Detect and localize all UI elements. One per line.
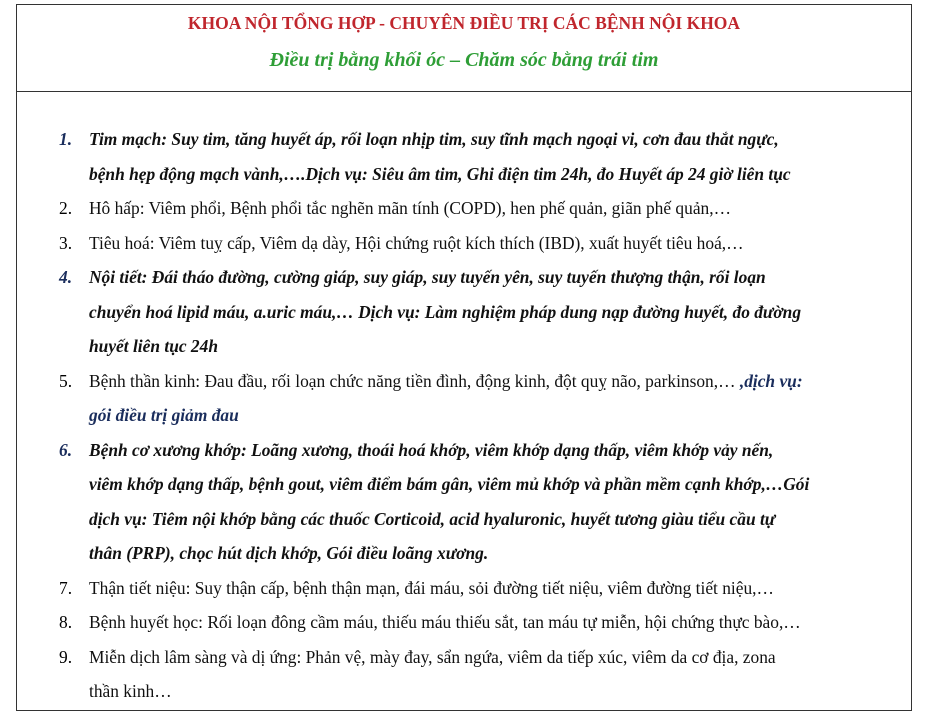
item-text [89,226,901,261]
item-text [89,191,901,226]
item-line: thần kinh… [89,681,172,701]
item-text [89,260,901,364]
item-number: 2. [59,198,73,218]
list-item-neurology [17,364,911,433]
item-text [89,122,901,191]
list-item-musculoskeletal [17,433,911,571]
item-line: huyết liên tục 24h [89,336,218,356]
list-item-immunology [17,640,911,709]
item-number: 8. [59,612,73,632]
item-number: 1. [59,129,73,149]
item-line: Bệnh thần kinh: Đau đầu, rối loạn chức năng tiền đình, động kinh, đột quỵ não, parkinson,… [89,370,740,391]
item-number: 6. [59,439,73,460]
item-text [89,571,901,606]
item-number: 4. [59,267,73,287]
item-line: bệnh hẹp động mạch vành,….Dịch vụ: Siêu âm tim, Ghi điện tim 24h, đo Huyết áp 24 giờ liên tục [89,163,791,184]
list-item-respiratory [17,191,911,226]
item-line: Miễn dịch lâm sàng và dị ứng: Phản vệ, mày đay, sẩn ngứa, viêm da tiếp xúc, viêm da cơ địa, zona [89,646,776,667]
service-list [17,122,911,709]
item-number: 5. [59,370,73,391]
list-item-cardiology [17,122,911,191]
item-line: Tim mạch: Suy tim, tăng huyết áp, rối loạn nhịp tim, suy tĩnh mạch ngoại vi, cơn đau thắt ngực, [89,129,779,149]
list-item-digestive [17,226,911,261]
item-line: chuyển hoá lipid máu, a.uric máu,… Dịch vụ: Làm nghiệm pháp dung nạp đường huyết, đo đường [89,301,802,322]
item-line: Bệnh huyết học: Rối loạn đông cầm máu, thiếu máu thiếu sắt, tan máu tự miễn, hội chứng thực bào,… [89,612,801,632]
item-line: thân (PRP), chọc hút dịch khớp, Gói điều loãng xương. [89,543,489,563]
item-text [89,605,901,640]
list-item-nephrology [17,571,911,606]
item-text [89,640,901,709]
item-line: dịch vụ: Tiêm nội khớp bằng các thuốc Corticoid, acid hyaluronic, huyết tương giàu tiểu cầu tự [89,508,776,529]
list-item-endocrine [17,260,911,364]
document-frame [16,4,912,711]
item-service-label: ,dịch vụ: [739,370,803,391]
list-item-hematology [17,605,911,640]
item-text [89,433,901,571]
item-line: gói điều trị giảm đau [89,405,239,425]
header-divider [17,91,911,92]
item-line: Nội tiết: Đái tháo đường, cường giáp, suy giáp, suy tuyến yên, suy tuyến thượng thận, rối loạn [89,267,766,287]
item-text [89,364,901,433]
item-line: Thận tiết niệu: Suy thận cấp, bệnh thận mạn, đái máu, sỏi đường tiết niệu, viêm đường tiết niệu,… [89,577,774,598]
item-line: Bệnh cơ xương khớp: Loãng xương, thoái hoá khớp, viêm khớp dạng thấp, viêm khớp vảy nến, [89,439,774,460]
item-number: 7. [59,577,73,598]
item-number: 3. [59,232,73,253]
item-line: Hô hấp: Viêm phổi, Bệnh phổi tắc nghẽn mãn tính (COPD), hen phế quản, giãn phế quản,… [89,198,731,218]
item-line: Tiêu hoá: Viêm tuỵ cấp, Viêm dạ dày, Hội chứng ruột kích thích (IBD), xuất huyết tiêu hoá,… [89,232,744,253]
item-line: viêm khớp dạng thấp, bệnh gout, viêm điểm bám gân, viêm mủ khớp và phần mềm cạnh khớp,…Gói [89,474,810,494]
department-title: KHOA NỘI TỔNG HỢP - CHUYÊN ĐIỀU TRỊ CÁC BỆNH NỘI KHOA [187,13,741,33]
department-slogan: Điều trị bằng khối óc – Chăm sóc bằng trái tim [269,49,659,71]
item-number: 9. [59,646,73,667]
